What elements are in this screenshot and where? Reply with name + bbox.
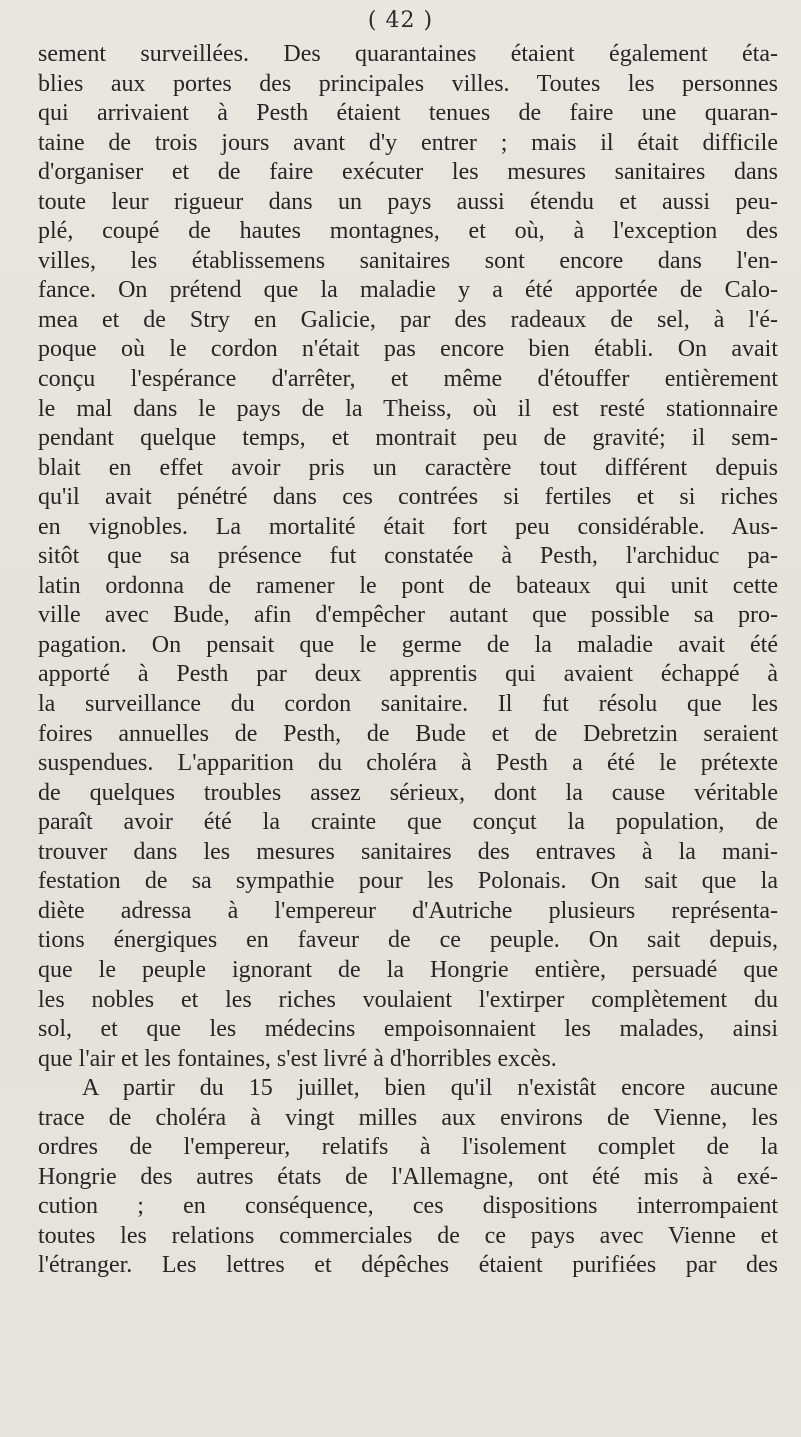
text-line: blies aux portes des principales villes. Toutes les personnes — [38, 70, 778, 97]
text-line: suspendues. L'apparition du choléra à Pesth a été le prétexte — [38, 750, 778, 777]
text-line: ville avec Bude, afin d'empêcher autant que possible sa pro- — [38, 602, 778, 629]
text-line: toute leur rigueur dans un pays aussi étendu et aussi peu- — [38, 188, 778, 215]
text-line: pagation. On pensait que le germe de la maladie avait été — [38, 631, 778, 658]
text-line: tions énergiques en faveur de ce peuple. On sait depuis, — [38, 927, 778, 954]
text-line: toutes les relations commerciales de ce pays avec Vienne et — [38, 1222, 778, 1249]
text-line: le mal dans le pays de la Theiss, où il est resté stationnaire — [38, 395, 778, 422]
text-line: blait en effet avoir pris un caractère tout différent depuis — [38, 454, 778, 481]
text-line: qui arrivaient à Pesth étaient tenues de faire une quaran- — [38, 100, 778, 127]
text-line: trace de choléra à vingt milles aux environs de Vienne, les — [38, 1104, 778, 1131]
text-line: que le peuple ignorant de la Hongrie entière, persuadé que — [38, 956, 778, 983]
text-line: ordres de l'empereur, relatifs à l'isolement complet de la — [38, 1134, 778, 1161]
text-line: A partir du 15 juillet, bien qu'il n'existât encore aucune — [82, 1075, 778, 1102]
text-line: festation de sa sympathie pour les Polonais. On sait que la — [38, 868, 778, 895]
text-line: qu'il avait pénétré dans ces contrées si fertiles et si riches — [38, 484, 778, 511]
text-line: poque où le cordon n'était pas encore bien établi. On avait — [38, 336, 778, 363]
text-line: conçu l'espérance d'arrêter, et même d'étouffer entièrement — [38, 366, 778, 393]
text-line: apporté à Pesth par deux apprentis qui avaient échappé à — [38, 661, 778, 688]
text-line: cution ; en conséquence, ces dispositions interrompaient — [38, 1193, 778, 1220]
text-line: que l'air et les fontaines, s'est livré à d'horribles excès. — [38, 1045, 557, 1072]
text-line: foires annuelles de Pesth, de Bude et de Debretzin seraient — [38, 720, 778, 747]
text-line: taine de trois jours avant d'y entrer ; mais il était difficile — [38, 129, 778, 156]
text-line: d'organiser et de faire exécuter les mesures sanitaires dans — [38, 159, 778, 186]
text-line: les nobles et les riches voulaient l'extirper complètement du — [38, 986, 778, 1013]
page-number: ( 42 ) — [367, 8, 434, 33]
text-line: sement surveillées. Des quarantaines étaient également éta- — [38, 41, 778, 67]
text-line: latin ordonna de ramener le pont de bateaux qui unit cette — [38, 572, 778, 599]
text-line: de quelques troubles assez sérieux, dont la cause véritable — [38, 779, 778, 806]
text-line: sol, et que les médecins empoisonnaient les malades, ainsi — [38, 1016, 778, 1043]
text-line: pendant quelque temps, et montrait peu de gravité; il sem- — [38, 425, 778, 452]
text-line: diète adressa à l'empereur d'Autriche plusieurs représenta- — [38, 897, 778, 924]
text-line: plé, coupé de hautes montagnes, et où, à l'exception des — [38, 218, 778, 245]
text-line: sitôt que sa présence fut constatée à Pesth, l'archiduc pa- — [38, 543, 778, 570]
text-line: Hongrie des autres états de l'Allemagne, ont été mis à exé- — [38, 1163, 778, 1190]
text-line: l'étranger. Les lettres et dépêches étaient purifiées par des — [38, 1252, 778, 1279]
text-line: fance. On prétend que la maladie y a été apportée de Calo- — [38, 277, 778, 304]
text-line: trouver dans les mesures sanitaires des entraves à la mani- — [38, 838, 778, 865]
body-text — [38, 40, 778, 1281]
text-line: la surveillance du cordon sanitaire. Il fut résolu que les — [38, 691, 778, 718]
text-line: paraît avoir été la crainte que conçut la population, de — [38, 809, 778, 836]
text-line: villes, les établissemens sanitaires sont encore dans l'en- — [38, 247, 778, 274]
text-line: mea et de Stry en Galicie, par des radeaux de sel, à l'é- — [38, 306, 778, 333]
text-line: en vignobles. La mortalité était fort peu considérable. Aus- — [38, 513, 778, 540]
